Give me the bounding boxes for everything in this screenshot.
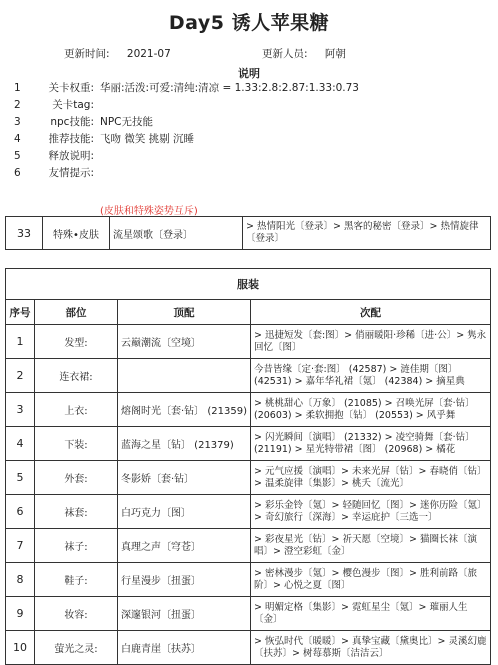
- table-row: 9 妆容: 深邃银河〔扭蛋〕 > 明媚定格〔集影〕> 霓虹星尘〔氪〕> 璀丽人生〔金〕: [6, 597, 491, 631]
- table-row: 1 发型: 云巅潮流〔空境〕 > 迅捷短发〔套:图〕> 俏丽暖阳·珍稀〔进·公〕> 隽永回忆〔图〕: [6, 325, 491, 359]
- update-time: [64, 46, 171, 61]
- info-row: 5 释放说明:: [14, 150, 94, 162]
- table-row: 10 萤光之灵: 白鹿青崖〔扶苏〕 > 恢弘时代〔暖暖〕> 真挚宝藏〔黛奥比〕> 灵溪幻鹿〔扶苏〕> 树莓慕斯〔洁洁云〕: [6, 631, 491, 665]
- info-list: [14, 80, 359, 182]
- special-table: [5, 216, 491, 250]
- table-row: [6, 217, 491, 250]
- section-heading: 说明: [238, 67, 260, 80]
- info-row: 2 关卡tag:: [14, 99, 94, 111]
- info-row: 3 npc技能: NPC无技能: [14, 116, 154, 128]
- exclusion-note: (皮肤和特殊姿势互斥): [100, 206, 198, 217]
- table-row: 6 袜套: 白巧克力〔图〕 > 彩乐金铃〔氪〕> 轻随回忆〔图〕> 迷你历险〔氪〕> 奇幻旅行〔深海〕> 幸运庇护〔三选一〕: [6, 495, 491, 529]
- table-row: 8 鞋子: 行星漫步〔扭蛋〕 > 密林漫步〔氪〕> 樱色漫步〔图〕> 胜利前路〔旅阶〕> 心悦之夏〔图〕: [6, 563, 491, 597]
- updater-label: 更新人员:: [262, 48, 308, 60]
- update-time-label: 更新时间:: [64, 48, 110, 60]
- special-part: 特殊•皮肤: [43, 217, 110, 250]
- info-row: 6 友情提示:: [14, 167, 94, 179]
- table-row: 5 外套: 冬影娇〔套·钻〕 > 元气应援〔演唱〕> 未来光屏〔钻〕> 春晓俏〔钻〕> 温柔旋律〔集影〕> 桃夭〔流光〕: [6, 461, 491, 495]
- col-header: 次配: [251, 300, 491, 325]
- updater: [262, 46, 346, 61]
- special-num: 33: [6, 217, 43, 250]
- clothing-header: 服装: [6, 269, 491, 300]
- table-row: 7 袜子: 真理之声〔穹苍〕 > 彩夜星光〔钻〕> 祈天愿〔空境〕> 猫圈长袜〔演唱〕> 澄空彩虹〔金〕: [6, 529, 491, 563]
- col-header: 顶配: [118, 300, 251, 325]
- special-top: 流星颂歌〔登录〕: [110, 217, 243, 250]
- table-row: 2 连衣裙: 今昔皆缘〔定·套:图〕 (42587) > 涟佳期〔图〕 (42531) > 嘉年华礼裙〔氪〕 (42384) > 摘星典: [6, 359, 491, 393]
- column-header-row: [6, 300, 491, 325]
- clothing-table: [5, 268, 491, 665]
- col-header: 序号: [6, 300, 35, 325]
- info-row: 1 关卡权重: 华丽:活泼:可爱:清纯:清凉 = 1.33:2.8:2.87:1.33:0.73: [14, 82, 359, 94]
- page-title: Day5 诱人苹果糖: [168, 12, 330, 34]
- info-row: 4 推荐技能: 飞吻 微笑 挑剔 沉睡: [14, 133, 195, 145]
- table-row: 3 上衣: 熔阁时光〔套·钻〕 (21359) > 桃桃甜心〔万象〕 (21085) > 召唤光屏〔套·钻〕 (20603) > 柔软拥抱〔钻〕 (20553) > 风乎舞: [6, 393, 491, 427]
- updater-value: 阿朝: [324, 48, 346, 60]
- special-secondary: > 热情阳光〔登录〕> 黑客的秘密〔登录〕> 热情旋律〔登录〕: [243, 217, 491, 250]
- col-header: 部位: [35, 300, 118, 325]
- table-row: 4 下装: 蓝海之星〔钻〕 (21379) > 闪光瞬间〔演唱〕 (21332) > 凌空骑舞〔套·钻〕 (21191) > 星光特带裙〔图〕 (20968) > 橘花: [6, 427, 491, 461]
- table-title-row: [6, 269, 491, 300]
- update-time-value: 2021-07: [126, 48, 171, 60]
